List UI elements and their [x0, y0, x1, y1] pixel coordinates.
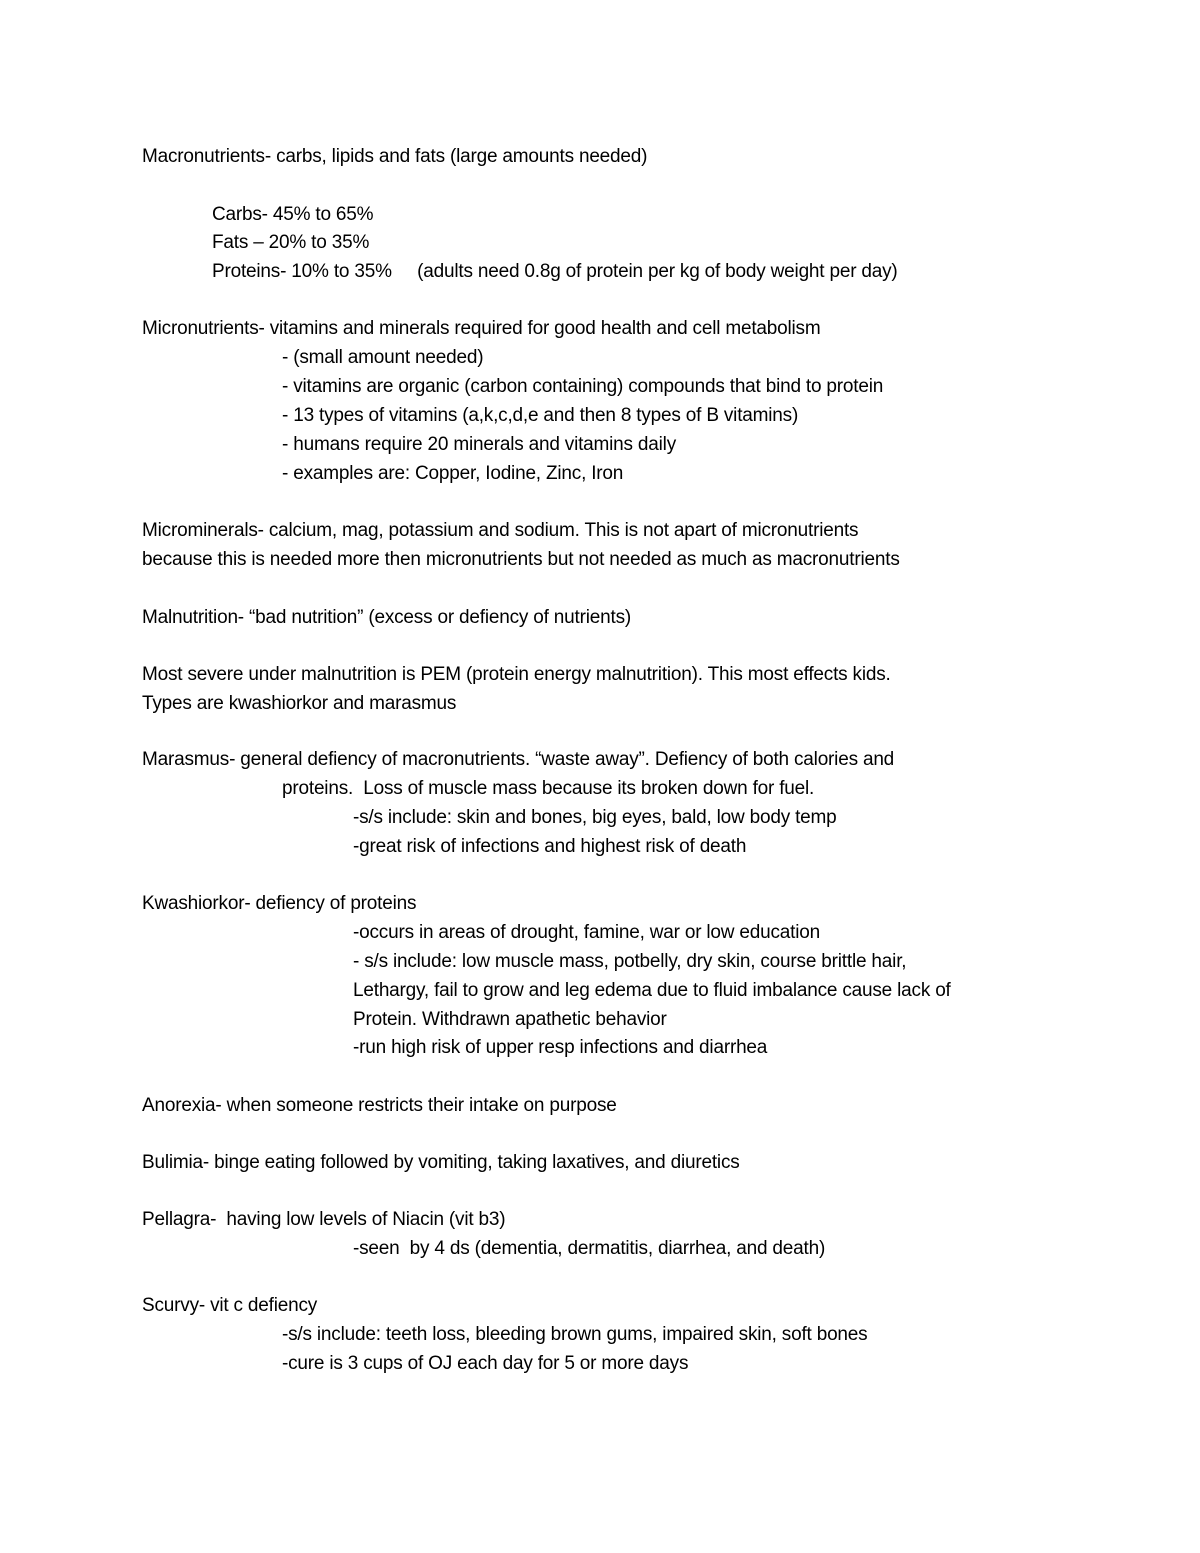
micronutrients-item: - examples are: Copper, Iodine, Zinc, Iron: [282, 463, 624, 484]
anorexia-line: Anorexia- when someone restricts their intake on purpose: [142, 1095, 617, 1116]
pem-line: Types are kwashiorkor and marasmus: [142, 693, 457, 714]
micronutrients-item: - vitamins are organic (carbon containing) compounds that bind to protein: [282, 376, 884, 397]
kwashiorkor-item: -occurs in areas of drought, famine, war or low education: [353, 922, 821, 943]
microminerals-line: because this is needed more then micronutrients but not needed as much as macronutrients: [142, 549, 900, 570]
micronutrients-item: - 13 types of vitamins (a,k,c,d,e and then 8 types of B vitamins): [282, 405, 799, 426]
pellagra-item: -seen by 4 ds (dementia, dermatitis, diarrhea, and death): [353, 1238, 826, 1259]
pem-line: Most severe under malnutrition is PEM (protein energy malnutrition). This most effects kids.: [142, 664, 891, 685]
kwashiorkor-heading: Kwashiorkor- defiency of proteins: [142, 893, 417, 914]
bulimia-line: Bulimia- binge eating followed by vomiting, taking laxatives, and diuretics: [142, 1152, 740, 1173]
marasmus-heading: Marasmus- general defiency of macronutrients. “waste away”. Defiency of both calories and: [142, 749, 895, 770]
macronutrients-heading: Macronutrients- carbs, lipids and fats (large amounts needed): [142, 146, 648, 167]
marasmus-continuation: proteins. Loss of muscle mass because its broken down for fuel.: [282, 778, 815, 799]
marasmus-item: -s/s include: skin and bones, big eyes, bald, low body temp: [353, 807, 837, 828]
micronutrients-item: - humans require 20 minerals and vitamins daily: [282, 434, 677, 455]
kwashiorkor-item: - s/s include: low muscle mass, potbelly, dry skin, course brittle hair,: [353, 951, 907, 972]
kwashiorkor-item: Protein. Withdrawn apathetic behavior: [353, 1009, 667, 1030]
pellagra-heading: Pellagra- having low levels of Niacin (vit b3): [142, 1209, 506, 1230]
microminerals-line: Microminerals- calcium, mag, potassium and sodium. This is not apart of micronutrients: [142, 520, 859, 541]
scurvy-heading: Scurvy- vit c defiency: [142, 1295, 318, 1316]
kwashiorkor-item: -run high risk of upper resp infections and diarrhea: [353, 1037, 768, 1058]
macronutrients-item: Fats – 20% to 35%: [212, 232, 370, 253]
scurvy-item: -cure is 3 cups of OJ each day for 5 or more days: [282, 1353, 689, 1374]
malnutrition-line: Malnutrition- “bad nutrition” (excess or defiency of nutrients): [142, 607, 632, 628]
macronutrients-item: Carbs- 45% to 65%: [212, 204, 374, 225]
kwashiorkor-item: Lethargy, fail to grow and leg edema due to fluid imbalance cause lack of: [353, 980, 951, 1001]
micronutrients-heading: Micronutrients- vitamins and minerals required for good health and cell metabolism: [142, 318, 821, 339]
macronutrients-item: Proteins- 10% to 35% (adults need 0.8g of protein per kg of body weight per day): [212, 261, 898, 282]
marasmus-item: -great risk of infections and highest risk of death: [353, 836, 747, 857]
scurvy-item: -s/s include: teeth loss, bleeding brown gums, impaired skin, soft bones: [282, 1324, 868, 1345]
micronutrients-item: - (small amount needed): [282, 347, 484, 368]
